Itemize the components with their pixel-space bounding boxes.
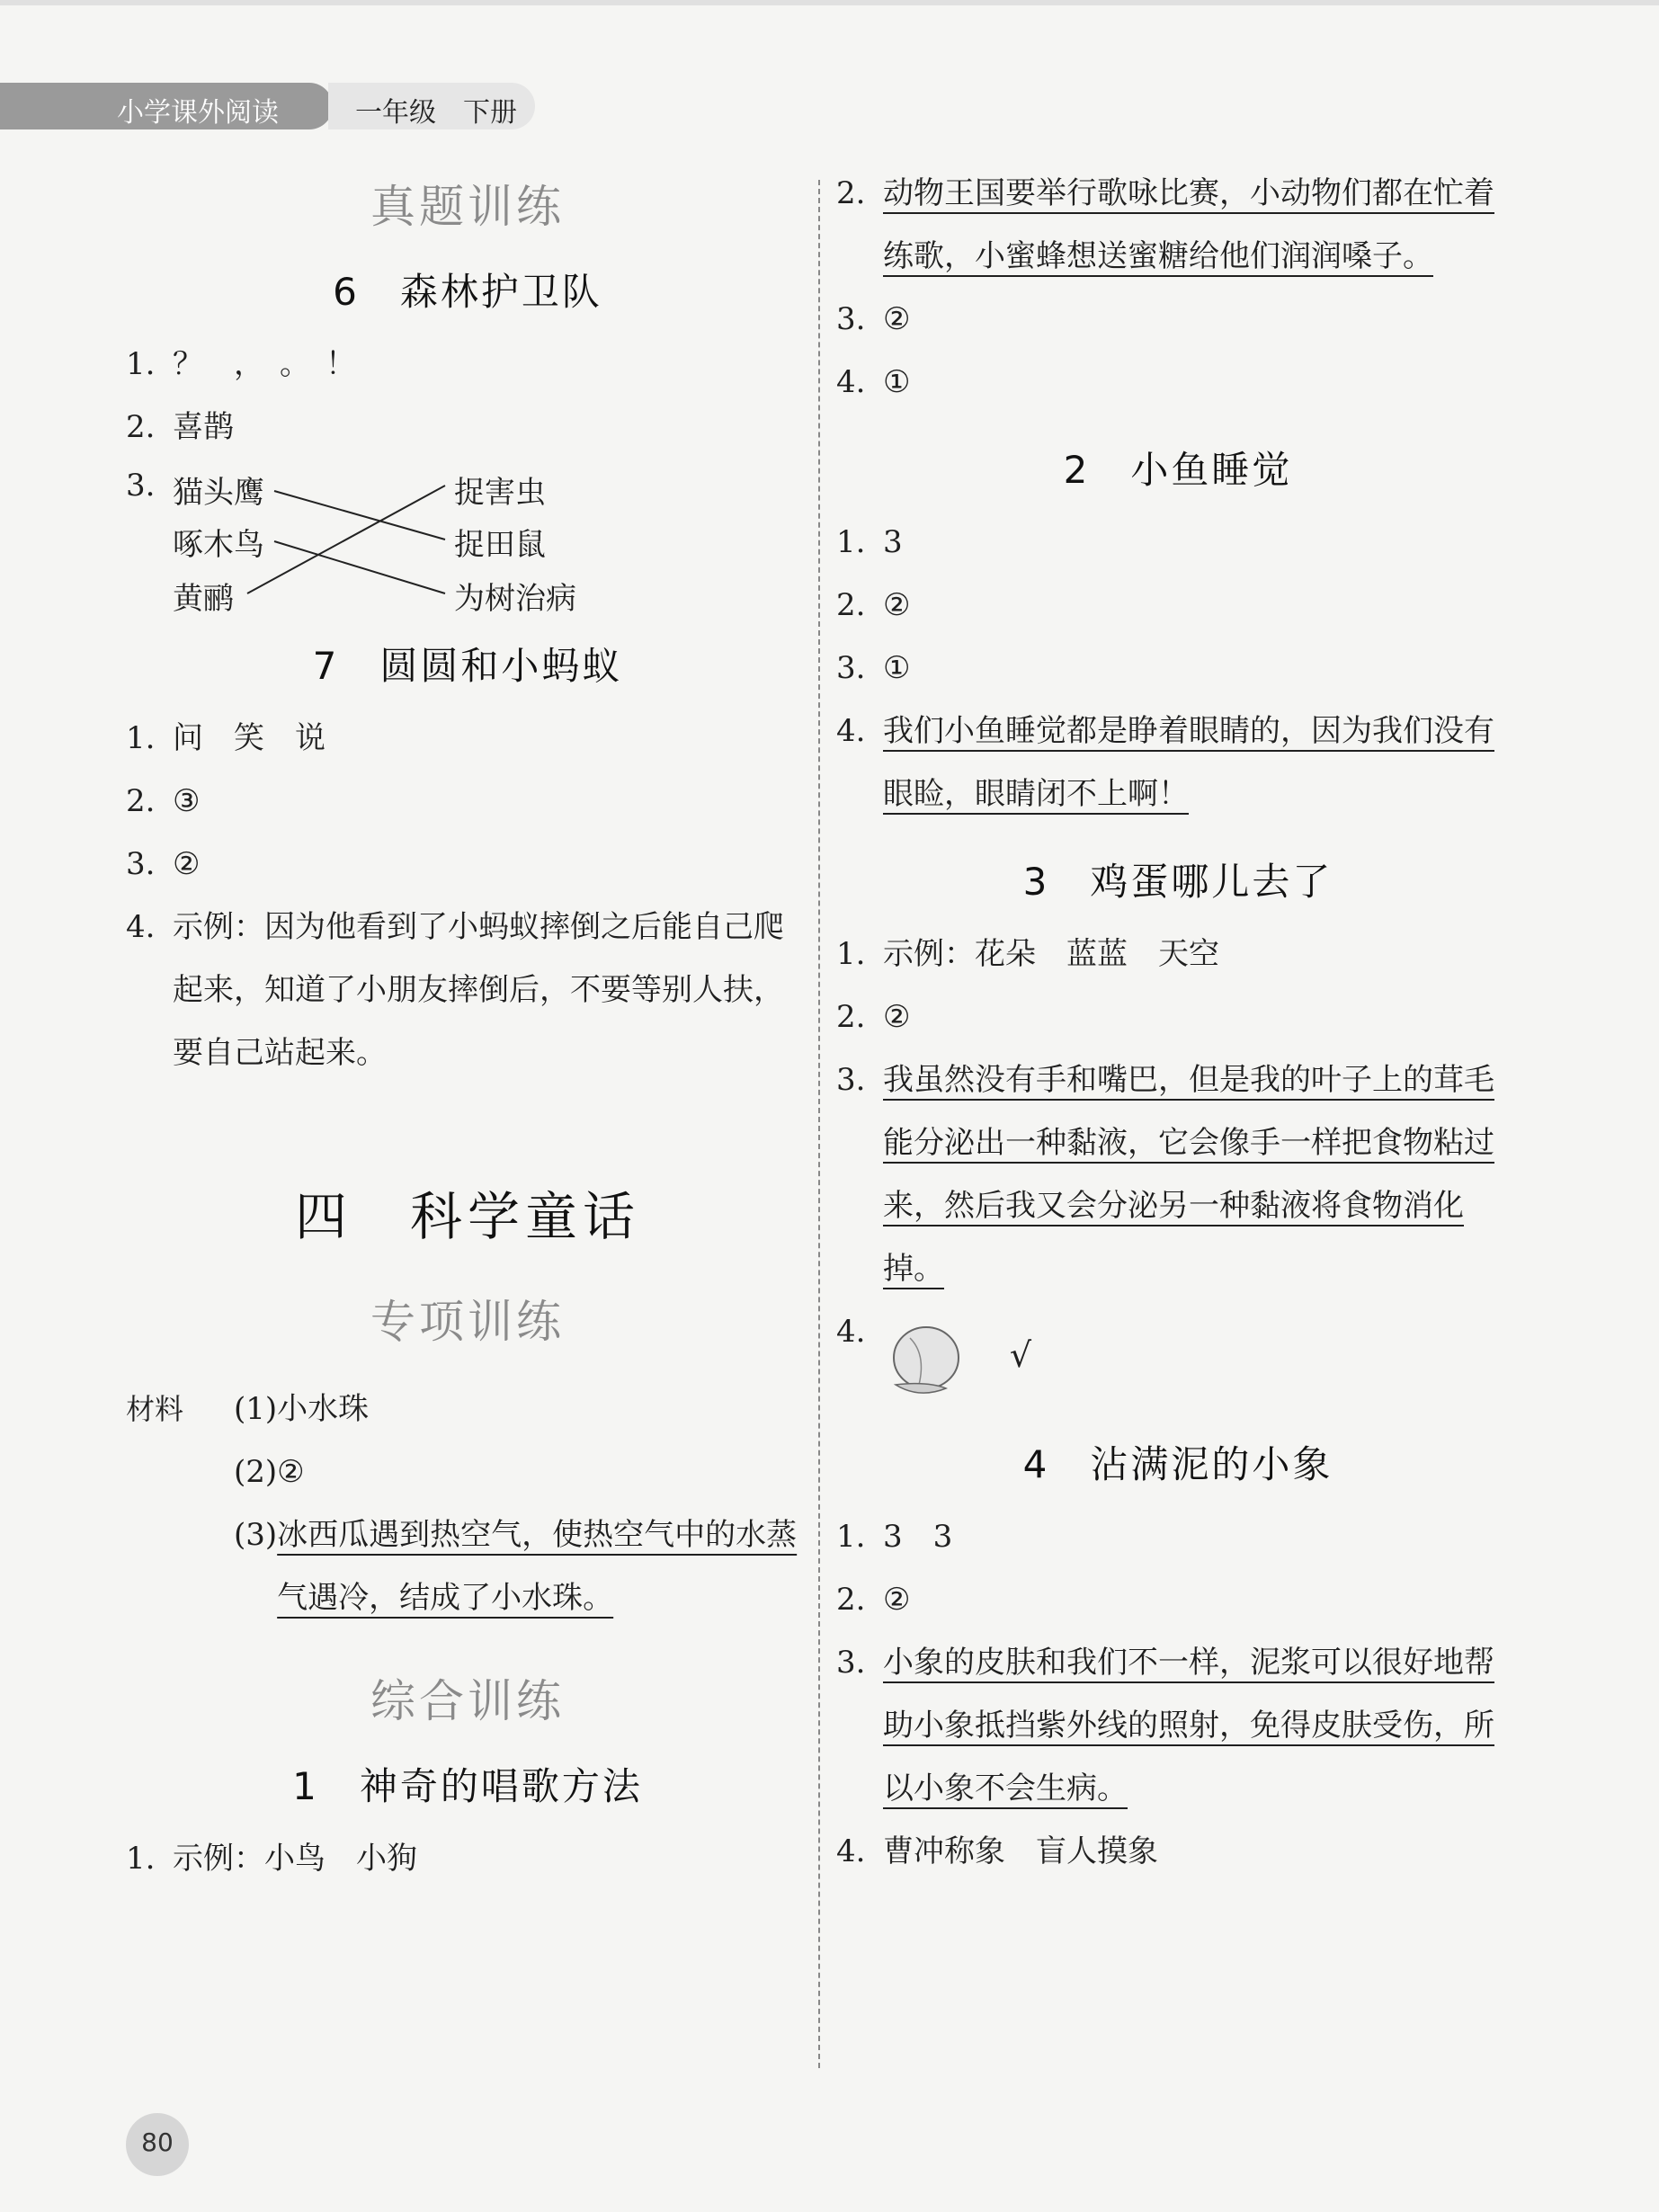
right-column (836, 162, 1520, 1883)
material-label: 材料 (126, 1392, 184, 1426)
page-number: 80 (141, 2127, 174, 2157)
answer-1-4: 4. ① (836, 364, 911, 400)
peach-icon (883, 1318, 973, 1399)
match-right-2: 捉田鼠 (454, 527, 546, 563)
section-title-real-exam: 真题训练 (370, 181, 565, 233)
match-right-1: 捉害虫 (454, 475, 546, 511)
answer-6-2: 2. 喜鹊 (126, 409, 234, 445)
match-left-1: 猫头鹰 (173, 475, 264, 511)
answer-6-1: 1. ？ ， 。 ！ (126, 346, 356, 382)
answer-3-1: 1. 示例：花朵 蓝蓝 天空 (836, 936, 1219, 972)
lesson-2-title: 2 小鱼睡觉 (1063, 448, 1293, 492)
column-divider (818, 180, 820, 2068)
section-title-comprehensive: 综合训练 (370, 1675, 565, 1727)
match-left-2: 啄木鸟 (173, 527, 264, 563)
lesson-3-title: 3 鸡蛋哪儿去了 (1022, 860, 1333, 904)
unit-title: 四 科学童话 (294, 1186, 640, 1247)
grade-tab (328, 83, 535, 129)
top-border (0, 0, 1659, 5)
answer-4-2: 2. ② (836, 1582, 911, 1618)
series-tab (0, 83, 333, 129)
answer-6-3-matching: 3. 猫头鹰 啄木鸟 黄鹂 捉害虫 捉田鼠 为树治病 (126, 459, 809, 620)
lesson-1-title: 1 神奇的唱歌方法 (292, 1764, 643, 1808)
answer-3-3: 3. 我虽然没有手和嘴巴，但是我的叶子上的茸毛能分泌出一种黏液，它会像手一样把食物粘过来，然后我又会分泌另一种黏液将食物消化掉。 (836, 1062, 1494, 1287)
answer-3-2: 2. ② (836, 999, 911, 1035)
lesson-6-title: 6 森林护卫队 (333, 270, 602, 314)
answer-2-1: 1. 3 (836, 524, 903, 560)
answer-1-1: 1. 示例：小鸟 小狗 (126, 1841, 417, 1877)
lesson-7-title: 7 圆圆和小蚂蚁 (312, 644, 623, 688)
match-left-3: 黄鹂 (173, 581, 234, 617)
answer-2-3: 3. ① (836, 650, 911, 686)
left-column (126, 162, 809, 1890)
section-title-special: 专项训练 (370, 1296, 565, 1348)
answer-7-1: 1. 问 笑 说 (126, 720, 326, 756)
answer-4-3: 3. 小象的皮肤和我们不一样，泥浆可以很好地帮助小象抵挡紫外线的照射，免得皮肤受伤，所以小象不会生病。 (836, 1645, 1494, 1806)
answer-7-4: 4. 示例：因为他看到了小蚂蚁摔倒之后能自己爬起来，知道了小朋友摔倒后，不要等别人扶，要自己站起来。 (126, 909, 784, 1071)
answer-7-2: 2. ③ (126, 783, 201, 819)
answer-2-2: 2. ② (836, 587, 911, 623)
series-label: 小学课外阅读 (117, 97, 279, 129)
material-answer-3: (3) 冰西瓜遇到热空气，使热空气中的水蒸气遇冷，结成了小水珠。 (234, 1517, 798, 1616)
answer-1-3: 3. ② (836, 301, 911, 337)
answer-4-1: 1. 3 3 (836, 1519, 953, 1555)
material-answer-2: (2)② (234, 1454, 305, 1490)
answer-7-3: 3. ② (126, 846, 201, 882)
answer-4-4: 4. 曹冲称象 盲人摸象 (836, 1833, 1158, 1869)
lesson-4-title: 4 沾满泥的小象 (1022, 1442, 1333, 1486)
answer-2-4: 4. 我们小鱼睡觉都是睁着眼睛的，因为我们没有眼睑，眼睛闭不上啊！ (836, 713, 1494, 812)
match-right-3: 为树治病 (454, 581, 576, 617)
grade-label: 一年级 下册 (355, 97, 517, 129)
answer-3-4: 4. √ (836, 1300, 1520, 1399)
page-number-badge (126, 2113, 189, 2176)
check-mark: √ (1009, 1335, 1032, 1375)
material-answer-1: 材料 (1)小水珠 (126, 1378, 809, 1440)
answer-1-2: 2. 动物王国要举行歌咏比赛，小动物们都在忙着练歌，小蜜蜂想送蜜糖给他们润润嗓子。 (836, 175, 1494, 274)
